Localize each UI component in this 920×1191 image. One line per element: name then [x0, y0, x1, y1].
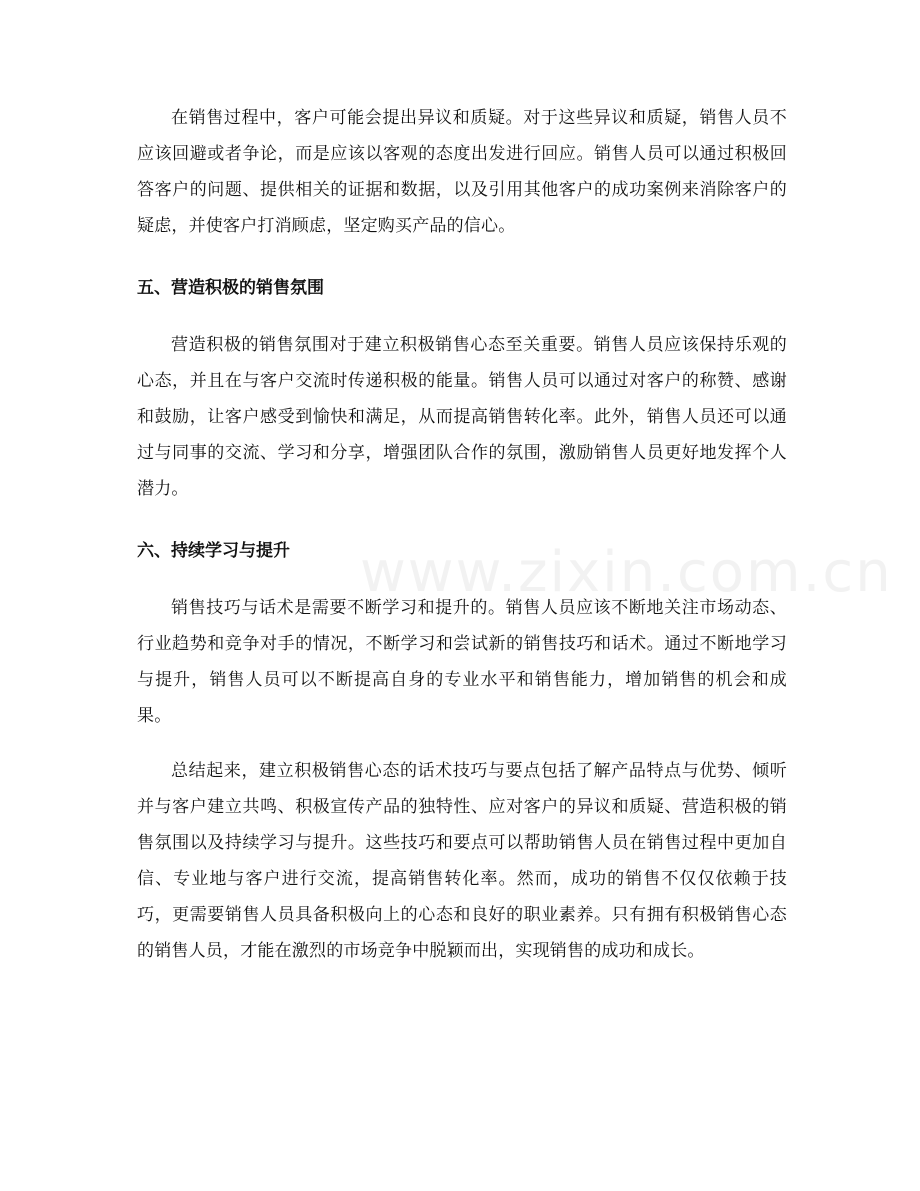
section-heading-5: 五、营造积极的销售氛围 [137, 278, 324, 298]
paragraph-continuous-learning: 销售技巧与话术是需要不断学习和提升的。销售人员应该不断地关注市场动态、行业趋势和竞争对手的情况，不断学习和尝试新的销售技巧和话术。通过不断地学习与提升，销售人员可以不断提高自身的专业水平和销售能力，增加销售的机会和成果。 [137, 598, 787, 726]
section-heading-6: 六、持续学习与提升 [137, 541, 290, 561]
paragraph-objection-handling: 在销售过程中，客户可能会提出异议和质疑。对于这些异议和质疑，销售人员不应该回避或者争论，而是应该以客观的态度出发进行回应。销售人员可以通过积极回答客户的问题、提供相关的证据和数据，以及引用其他客户的成功案例来消除客户的疑虑，并使客户打消顾虑，坚定购买产品的信心。 [137, 108, 787, 236]
paragraph-sales-atmosphere: 营造积极的销售氛围对于建立积极销售心态至关重要。销售人员应该保持乐观的心态，并且在与客户交流时传递积极的能量。销售人员可以通过对客户的称赞、感谢和鼓励，让客户感受到愉快和满足，从而提高销售转化率。此外，销售人员还可以通过与同事的交流、学习和分享，增强团队合作的氛围，激励销售人员更好地发挥个人潜力。 [137, 335, 787, 499]
paragraph-summary: 总结起来，建立积极销售心态的话术技巧与要点包括了解产品特点与优势、倾听并与客户建立共鸣、积极宣传产品的独特性、应对客户的异议和质疑、营造积极的销售氛围以及持续学习与提升。这些技巧和要点可以帮助销售人员在销售过程中更加自信、专业地与客户进行交流，提高销售转化率。然而，成功的销售不仅仅依赖于技巧，更需要销售人员具备积极向上的心态和良好的职业素养。只有拥有积极销售心态的销售人员，才能在激烈的市场竞争中脱颖而出，实现销售的成功和成长。 [137, 761, 787, 961]
watermark: www.zixin.com.cn [360, 540, 893, 605]
document-body [137, 100, 787, 969]
